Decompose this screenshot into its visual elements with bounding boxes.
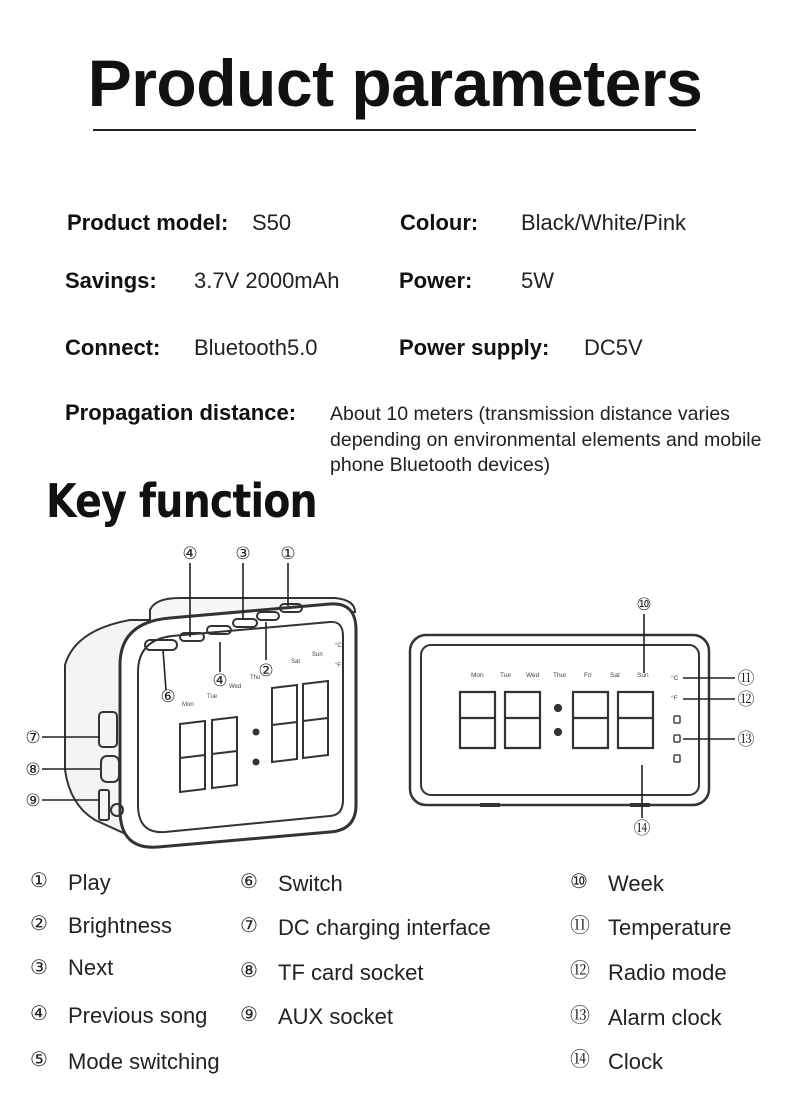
legend-num-3: ③ (30, 957, 48, 979)
speaker-left-view (65, 598, 356, 847)
callout-11: ⑪ (737, 669, 755, 688)
weekday-tue: Tue (500, 672, 511, 679)
legend-text-alarm: Alarm clock (608, 1005, 722, 1030)
power-supply-value: DC5V (584, 335, 643, 360)
legend-text-clock: Clock (608, 1049, 664, 1074)
distance-value: About 10 meters (transmission distance varies depending on environmental elements and mobile phone Bluetooth devices) (330, 403, 762, 476)
legend-num-6: ⑥ (240, 871, 258, 893)
svg-text:Sat: Sat (291, 659, 301, 665)
legend-text-tf: TF card socket (278, 960, 424, 985)
svg-text:Sun: Sun (312, 652, 323, 658)
callout-9: ⑨ (25, 791, 41, 810)
legend-text-dc: DC charging interface (278, 915, 491, 940)
page-title: Product parameters (87, 46, 703, 120)
model-label: Product model: (67, 210, 229, 235)
title-divider (93, 129, 696, 131)
legend-text-mode: Mode switching (68, 1049, 220, 1074)
unit-c: °C (671, 675, 679, 682)
legend-text-temperature: Temperature (608, 915, 732, 940)
callout-4: ④ (212, 671, 228, 690)
callout-7: ⑦ (25, 728, 41, 747)
svg-text:Mon: Mon (182, 702, 194, 708)
device-diagram (0, 530, 790, 850)
savings-value: 3.7V 2000mAh (194, 268, 340, 293)
weekday-thur: Thur (553, 672, 567, 679)
power-supply-label: Power supply: (399, 335, 550, 360)
connect-label: Connect: (65, 335, 161, 360)
legend-text-play: Play (68, 870, 111, 895)
connect-value: Bluetooth5.0 (194, 335, 318, 360)
legend-num-9: ⑨ (240, 1004, 258, 1026)
svg-text:Wed: Wed (229, 684, 242, 690)
distance-label: Propagation distance: (65, 400, 297, 425)
weekday-mon: Mon (471, 672, 484, 679)
legend-num-7: ⑦ (240, 915, 258, 937)
weekday-sat: Sat (610, 672, 620, 679)
legend-num-1: ① (30, 870, 48, 892)
unit-f: °F (671, 695, 678, 702)
legend-text-next: Next (68, 955, 114, 980)
weekday-sun: Sun (637, 672, 649, 679)
legend-num-14: ⑭ (570, 1049, 590, 1071)
callout-2: ② (258, 661, 274, 680)
svg-text:Thu: Thu (250, 675, 261, 681)
svg-text:°C: °C (335, 643, 342, 649)
weekday-wed: Wed (526, 672, 540, 679)
key-function-title: Key function (46, 474, 317, 528)
callout-4-top: ④ (182, 544, 198, 563)
callout-13: ⑬ (737, 730, 755, 749)
colour-label: Colour: (400, 210, 479, 235)
legend-num-8: ⑧ (240, 960, 258, 982)
speaker-front-view (410, 635, 709, 805)
legend-num-10: ⑩ (570, 871, 588, 893)
legend-num-4: ④ (30, 1003, 48, 1025)
legend-text-switch: Switch (278, 871, 343, 896)
colour-value: Black/White/Pink (521, 210, 687, 235)
callout-1: ① (280, 544, 296, 563)
callout-3: ③ (235, 544, 251, 563)
legend-num-11: ⑪ (570, 915, 590, 937)
legend-num-12: ⑫ (570, 960, 590, 982)
legend-text-radio: Radio mode (608, 960, 727, 985)
power-value: 5W (521, 268, 554, 293)
legend-text-brightness: Brightness (68, 913, 172, 938)
legend-text-aux: AUX socket (278, 1004, 393, 1029)
callout-6: ⑥ (160, 687, 176, 706)
savings-label: Savings: (65, 268, 157, 293)
legend-text-week: Week (608, 871, 664, 896)
svg-text:°F: °F (335, 663, 342, 669)
callout-14: ⑭ (633, 819, 651, 838)
callout-8: ⑧ (25, 760, 41, 779)
weekday-fri: Fri (584, 672, 592, 679)
legend-text-previous: Previous song (68, 1003, 208, 1028)
model-value: S50 (252, 210, 292, 235)
callout-12: ⑫ (737, 690, 755, 709)
legend-num-5: ⑤ (30, 1049, 48, 1071)
callout-10: ⑩ (636, 595, 652, 614)
legend-num-13: ⑬ (570, 1005, 590, 1027)
power-label: Power: (399, 268, 473, 293)
svg-text:Tue: Tue (207, 694, 218, 700)
legend-num-2: ② (30, 913, 48, 935)
